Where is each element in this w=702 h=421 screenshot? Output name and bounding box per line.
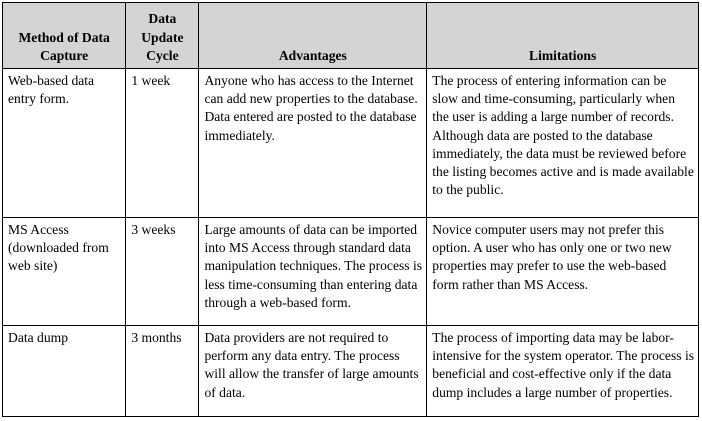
cell-method: Web-based data entry form.: [3, 69, 126, 218]
header-row: [3, 3, 699, 69]
table-row: [3, 218, 699, 326]
cell-advantages: Anyone who has access to the Internet can add new properties to the database. Data entered are posted to the database immediately.: [199, 69, 427, 218]
cell-advantages: Large amounts of data can be imported into MS Access through standard data manipulation techniques. The process is less time-consuming than entering data through a web-based form.: [199, 218, 427, 326]
data-capture-table: [2, 2, 699, 417]
cell-limitations: The process of entering information can be slow and time-consuming, particularly when the user is adding a large number of records. Although data are posted to the database immediately, the data must be reviewed before the listing becomes active and is made available to the public.: [427, 69, 699, 218]
cell-limitations: Novice computer users may not prefer this option. A user who has only one or two new properties may prefer to use the web-based form rather than MS Access.: [427, 218, 699, 326]
header-method: Method of Data Capture: [3, 3, 126, 69]
cell-cycle: 3 months: [126, 326, 199, 417]
table-row: [3, 326, 699, 417]
cell-limitations: The process of importing data may be labor-intensive for the system operator. The process is beneficial and cost-effective only if the data dump includes a large number of properties.: [427, 326, 699, 417]
table-row: [3, 69, 699, 218]
cell-method: MS Access (downloaded from web site): [3, 218, 126, 326]
header-cycle: Data Update Cycle: [126, 3, 199, 69]
cell-method: Data dump: [3, 326, 126, 417]
cell-cycle: 3 weeks: [126, 218, 199, 326]
cell-cycle: 1 week: [126, 69, 199, 218]
cell-advantages: Data providers are not required to perform any data entry. The process will allow the transfer of large amounts of data.: [199, 326, 427, 417]
header-advantages: Advantages: [199, 3, 427, 69]
header-limitations: Limitations: [427, 3, 699, 69]
